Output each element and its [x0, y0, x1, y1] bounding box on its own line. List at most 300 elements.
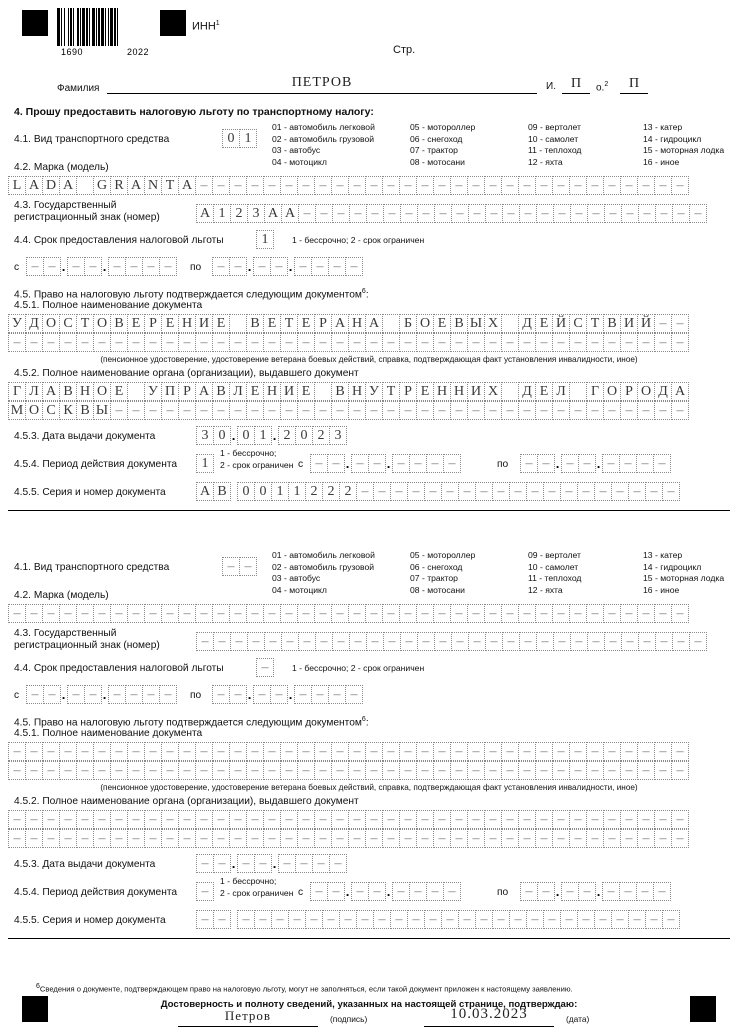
form-cell[interactable]: – — [348, 176, 366, 195]
form-cell[interactable]: – — [621, 632, 639, 651]
form-cell[interactable]: – — [161, 742, 179, 761]
form-cell[interactable]: – — [655, 204, 673, 223]
form-cell[interactable]: 2 — [230, 204, 248, 223]
form-cell[interactable]: – — [298, 632, 316, 651]
form-cell[interactable]: – — [368, 454, 386, 473]
form-cell[interactable]: Р — [314, 314, 332, 333]
form-cell[interactable]: 0 — [295, 426, 313, 445]
form-cell[interactable]: – — [586, 333, 604, 352]
form-cell[interactable]: – — [195, 176, 213, 195]
form-cell[interactable]: – — [594, 482, 612, 501]
form-cell[interactable]: – — [689, 204, 707, 223]
form-cell[interactable]: – — [25, 742, 43, 761]
form-cell[interactable]: – — [586, 176, 604, 195]
form-cell[interactable]: – — [407, 482, 425, 501]
form-cell[interactable]: – — [348, 604, 366, 623]
form-cell[interactable]: – — [331, 829, 349, 848]
form-cell[interactable]: – — [229, 257, 247, 276]
form-cell[interactable]: – — [229, 810, 247, 829]
form-cell[interactable] — [314, 382, 332, 401]
form-cell[interactable]: – — [654, 604, 672, 623]
form-cell[interactable]: – — [399, 810, 417, 829]
form-cell[interactable]: – — [8, 333, 26, 352]
form-cell[interactable] — [127, 382, 145, 401]
form-cell[interactable]: А — [196, 482, 214, 501]
form-cell[interactable]: – — [25, 810, 43, 829]
form-cell[interactable]: – — [229, 685, 247, 704]
form-cell[interactable]: – — [409, 454, 427, 473]
form-cell[interactable]: – — [586, 761, 604, 780]
form-cell[interactable]: Б — [399, 314, 417, 333]
form-cell[interactable]: – — [434, 204, 452, 223]
form-cell[interactable]: – — [351, 454, 369, 473]
form-cell[interactable]: – — [125, 257, 143, 276]
form-cell[interactable]: – — [620, 176, 638, 195]
form-cell[interactable]: – — [433, 829, 451, 848]
form-cell[interactable]: – — [518, 176, 536, 195]
form-cell[interactable]: – — [365, 401, 383, 420]
form-cell[interactable]: – — [518, 333, 536, 352]
form-cell[interactable]: – — [8, 742, 26, 761]
form-cell[interactable]: – — [569, 401, 587, 420]
form-cell[interactable]: – — [501, 810, 519, 829]
form-cell[interactable] — [501, 314, 519, 333]
form-cell[interactable]: – — [345, 685, 363, 704]
form-cell[interactable]: – — [125, 685, 143, 704]
form-cell[interactable]: К — [59, 401, 77, 420]
form-cell[interactable]: – — [637, 829, 655, 848]
form-cell[interactable]: – — [433, 742, 451, 761]
form-cell[interactable]: – — [450, 742, 468, 761]
form-cell[interactable]: – — [501, 401, 519, 420]
form-cell[interactable]: Т — [280, 314, 298, 333]
form-cell[interactable]: И — [467, 382, 485, 401]
form-cell[interactable]: – — [399, 761, 417, 780]
form-cell[interactable]: – — [611, 910, 629, 929]
form-cell[interactable]: – — [365, 742, 383, 761]
form-cell[interactable]: – — [569, 742, 587, 761]
form-cell[interactable]: – — [331, 604, 349, 623]
form-cell[interactable]: – — [178, 829, 196, 848]
form-cell[interactable]: – — [603, 401, 621, 420]
form-cell[interactable]: – — [399, 176, 417, 195]
form-cell[interactable]: – — [671, 401, 689, 420]
form-cell[interactable]: – — [653, 454, 671, 473]
form-cell[interactable]: Е — [161, 314, 179, 333]
form-cell[interactable]: – — [314, 604, 332, 623]
form-cell[interactable]: Е — [416, 382, 434, 401]
form-cell[interactable]: – — [655, 632, 673, 651]
form-cell[interactable]: – — [229, 604, 247, 623]
form-cell[interactable]: – — [603, 604, 621, 623]
form-cell[interactable]: – — [246, 829, 264, 848]
form-cell[interactable]: – — [212, 810, 230, 829]
form-cell[interactable]: – — [59, 742, 77, 761]
form-cell[interactable]: – — [254, 910, 272, 929]
form-cell[interactable]: – — [535, 401, 553, 420]
form-cell[interactable]: – — [59, 604, 77, 623]
form-cell[interactable]: – — [280, 333, 298, 352]
form-cell[interactable]: – — [108, 257, 126, 276]
form-cell[interactable]: И — [280, 382, 298, 401]
form-cell[interactable]: 3 — [196, 426, 214, 445]
form-cell[interactable]: – — [331, 761, 349, 780]
form-cell[interactable]: – — [628, 482, 646, 501]
form-cell[interactable]: – — [264, 632, 282, 651]
initial-second-value[interactable]: П — [628, 76, 640, 91]
form-cell[interactable]: – — [349, 632, 367, 651]
form-cell[interactable]: – — [246, 810, 264, 829]
form-cell[interactable]: – — [475, 482, 493, 501]
form-cell[interactable]: А — [42, 382, 60, 401]
form-cell[interactable]: – — [637, 176, 655, 195]
form-cell[interactable]: – — [315, 204, 333, 223]
form-cell[interactable]: – — [127, 810, 145, 829]
form-cell[interactable]: – — [356, 482, 374, 501]
doc-series-number-field[interactable] — [196, 482, 679, 501]
form-cell[interactable]: – — [543, 482, 561, 501]
form-cell[interactable]: А — [264, 204, 282, 223]
form-cell[interactable]: – — [416, 333, 434, 352]
form-cell[interactable]: – — [485, 632, 503, 651]
form-cell[interactable]: О — [93, 314, 111, 333]
form-cell[interactable]: – — [450, 333, 468, 352]
form-cell[interactable]: – — [433, 810, 451, 829]
form-cell[interactable]: – — [621, 204, 639, 223]
form-cell[interactable]: – — [433, 761, 451, 780]
form-cell[interactable]: В — [213, 482, 231, 501]
form-cell[interactable]: – — [297, 604, 315, 623]
form-cell[interactable]: А — [281, 204, 299, 223]
form-cell[interactable]: – — [195, 761, 213, 780]
form-cell[interactable]: – — [246, 333, 264, 352]
form-cell[interactable]: – — [93, 333, 111, 352]
form-cell[interactable]: – — [365, 810, 383, 829]
form-cell[interactable]: – — [365, 761, 383, 780]
form-cell[interactable]: – — [416, 829, 434, 848]
form-cell[interactable]: 2 — [305, 482, 323, 501]
form-cell[interactable]: – — [229, 333, 247, 352]
form-cell[interactable]: – — [195, 333, 213, 352]
form-cell[interactable]: – — [426, 882, 444, 901]
form-cell[interactable]: – — [230, 632, 248, 651]
form-cell[interactable]: – — [76, 810, 94, 829]
form-cell[interactable]: – — [672, 204, 690, 223]
doc-period-from-field[interactable] — [310, 882, 460, 901]
form-cell[interactable]: – — [535, 333, 553, 352]
form-cell[interactable]: – — [535, 742, 553, 761]
form-cell[interactable]: – — [569, 604, 587, 623]
form-cell[interactable]: – — [383, 632, 401, 651]
form-cell[interactable]: Е — [433, 314, 451, 333]
form-cell[interactable]: – — [552, 810, 570, 829]
form-cell[interactable]: – — [426, 454, 444, 473]
form-cell[interactable]: – — [212, 604, 230, 623]
form-cell[interactable]: – — [518, 401, 536, 420]
form-cell[interactable]: – — [586, 742, 604, 761]
form-cell[interactable]: – — [315, 632, 333, 651]
form-cell[interactable]: – — [25, 761, 43, 780]
form-cell[interactable]: Н — [433, 382, 451, 401]
form-cell[interactable]: Н — [76, 382, 94, 401]
form-cell[interactable]: – — [441, 482, 459, 501]
form-cell[interactable]: – — [110, 742, 128, 761]
form-cell[interactable]: – — [586, 810, 604, 829]
form-cell[interactable]: – — [314, 176, 332, 195]
form-cell[interactable]: – — [76, 604, 94, 623]
form-cell[interactable]: – — [671, 314, 689, 333]
form-cell[interactable]: 0 — [237, 482, 255, 501]
form-cell[interactable]: – — [212, 742, 230, 761]
form-cell[interactable]: Й — [637, 314, 655, 333]
form-cell[interactable]: – — [603, 761, 621, 780]
form-cell[interactable]: – — [654, 810, 672, 829]
form-cell[interactable]: – — [392, 454, 410, 473]
form-cell[interactable]: – — [424, 482, 442, 501]
form-cell[interactable]: – — [229, 761, 247, 780]
form-cell[interactable]: 2 — [278, 426, 296, 445]
form-cell[interactable]: – — [570, 204, 588, 223]
form-cell[interactable]: – — [365, 176, 383, 195]
form-cell[interactable]: – — [161, 401, 179, 420]
form-cell[interactable]: – — [246, 761, 264, 780]
form-cell[interactable]: – — [382, 742, 400, 761]
form-cell[interactable]: – — [467, 604, 485, 623]
form-cell[interactable]: – — [212, 333, 230, 352]
doc-period-to-field[interactable] — [520, 454, 670, 473]
form-cell[interactable]: – — [382, 761, 400, 780]
form-cell[interactable]: – — [399, 401, 417, 420]
form-cell[interactable]: – — [689, 632, 707, 651]
form-cell[interactable]: – — [586, 829, 604, 848]
form-cell[interactable]: – — [501, 829, 519, 848]
form-cell[interactable]: 0 — [237, 426, 255, 445]
form-cell[interactable]: – — [654, 829, 672, 848]
form-cell[interactable]: – — [42, 333, 60, 352]
form-cell[interactable]: – — [110, 604, 128, 623]
form-cell[interactable]: М — [8, 401, 26, 420]
form-cell[interactable]: У — [8, 314, 26, 333]
form-cell[interactable]: – — [485, 204, 503, 223]
form-cell[interactable]: – — [467, 742, 485, 761]
form-cell[interactable]: – — [577, 910, 595, 929]
form-cell[interactable]: Е — [110, 382, 128, 401]
form-cell[interactable]: D — [42, 176, 60, 195]
term-to-field[interactable] — [212, 685, 362, 704]
form-cell[interactable]: – — [433, 176, 451, 195]
form-cell[interactable]: Д — [654, 382, 672, 401]
form-cell[interactable]: – — [637, 761, 655, 780]
form-cell[interactable]: – — [671, 604, 689, 623]
form-cell[interactable]: – — [328, 685, 346, 704]
form-cell[interactable]: – — [93, 742, 111, 761]
form-cell[interactable]: Н — [178, 314, 196, 333]
form-cell[interactable]: – — [351, 882, 369, 901]
form-cell[interactable]: И — [620, 314, 638, 333]
form-cell[interactable]: – — [620, 829, 638, 848]
form-cell[interactable]: – — [654, 333, 672, 352]
form-cell[interactable]: Г — [586, 382, 604, 401]
form-cell[interactable]: – — [382, 176, 400, 195]
form-cell[interactable]: A — [127, 176, 145, 195]
form-cell[interactable]: – — [253, 685, 271, 704]
form-cell[interactable]: – — [314, 333, 332, 352]
form-cell[interactable]: – — [305, 910, 323, 929]
form-cell[interactable]: – — [382, 810, 400, 829]
form-cell[interactable]: – — [297, 333, 315, 352]
term-to-field[interactable] — [212, 257, 362, 276]
form-cell[interactable]: – — [212, 401, 230, 420]
form-cell[interactable]: – — [467, 761, 485, 780]
form-cell[interactable]: С — [59, 314, 77, 333]
form-cell[interactable]: – — [416, 810, 434, 829]
form-cell[interactable]: – — [443, 882, 461, 901]
form-cell[interactable]: – — [365, 604, 383, 623]
form-cell[interactable]: – — [196, 910, 214, 929]
form-cell[interactable]: – — [142, 685, 160, 704]
form-cell[interactable]: – — [451, 204, 469, 223]
form-cell[interactable]: – — [671, 761, 689, 780]
form-cell[interactable]: – — [399, 742, 417, 761]
form-cell[interactable]: – — [518, 829, 536, 848]
form-cell[interactable]: – — [501, 333, 519, 352]
form-cell[interactable]: – — [382, 604, 400, 623]
form-cell[interactable]: – — [263, 333, 281, 352]
form-cell[interactable]: – — [638, 632, 656, 651]
form-cell[interactable]: – — [441, 910, 459, 929]
form-cell[interactable]: – — [619, 454, 637, 473]
form-cell[interactable]: – — [536, 204, 554, 223]
form-cell[interactable]: – — [348, 829, 366, 848]
form-cell[interactable]: В — [212, 382, 230, 401]
form-cell[interactable]: – — [552, 401, 570, 420]
form-cell[interactable]: – — [560, 482, 578, 501]
form-cell[interactable]: – — [110, 333, 128, 352]
form-cell[interactable]: – — [127, 761, 145, 780]
form-cell[interactable]: – — [348, 761, 366, 780]
form-cell[interactable]: – — [67, 685, 85, 704]
form-cell[interactable]: – — [620, 401, 638, 420]
form-cell[interactable]: – — [392, 882, 410, 901]
form-cell[interactable]: – — [654, 314, 672, 333]
form-cell[interactable]: 2 — [339, 482, 357, 501]
form-cell[interactable]: – — [159, 257, 177, 276]
form-cell[interactable]: – — [450, 176, 468, 195]
form-cell[interactable]: – — [586, 604, 604, 623]
form-cell[interactable]: – — [399, 604, 417, 623]
form-cell[interactable]: – — [93, 829, 111, 848]
form-cell[interactable]: – — [519, 204, 537, 223]
form-cell[interactable]: Д — [518, 382, 536, 401]
form-cell[interactable]: Т — [382, 382, 400, 401]
form-cell[interactable]: – — [161, 829, 179, 848]
form-cell[interactable] — [382, 314, 400, 333]
form-cell[interactable]: – — [620, 761, 638, 780]
form-cell[interactable]: – — [569, 810, 587, 829]
form-cell[interactable]: – — [212, 829, 230, 848]
form-cell[interactable]: – — [390, 910, 408, 929]
form-cell[interactable]: – — [349, 204, 367, 223]
form-cell[interactable]: – — [536, 632, 554, 651]
form-cell[interactable]: – — [654, 742, 672, 761]
form-cell[interactable]: И — [195, 314, 213, 333]
form-cell[interactable]: – — [645, 482, 663, 501]
form-cell[interactable]: – — [552, 742, 570, 761]
form-cell[interactable]: Е — [535, 382, 553, 401]
form-cell[interactable]: – — [327, 454, 345, 473]
form-cell[interactable]: – — [297, 810, 315, 829]
form-cell[interactable]: Н — [348, 314, 366, 333]
form-cell[interactable]: – — [484, 761, 502, 780]
form-cell[interactable]: – — [671, 742, 689, 761]
form-cell[interactable]: – — [537, 882, 555, 901]
form-cell[interactable]: – — [348, 333, 366, 352]
form-cell[interactable]: – — [637, 742, 655, 761]
form-cell[interactable]: – — [314, 829, 332, 848]
form-cell[interactable]: – — [645, 910, 663, 929]
form-cell[interactable]: У — [144, 382, 162, 401]
form-cell[interactable]: – — [602, 454, 620, 473]
form-cell[interactable]: – — [484, 401, 502, 420]
form-cell[interactable]: – — [271, 910, 289, 929]
form-cell[interactable]: – — [212, 761, 230, 780]
form-cell[interactable]: – — [270, 257, 288, 276]
form-cell[interactable]: – — [195, 810, 213, 829]
form-cell[interactable]: – — [67, 257, 85, 276]
form-cell[interactable]: А — [365, 314, 383, 333]
form-cell[interactable]: – — [468, 204, 486, 223]
form-cell[interactable]: – — [339, 910, 357, 929]
form-cell[interactable]: – — [161, 810, 179, 829]
form-cell[interactable]: – — [263, 742, 281, 761]
form-cell[interactable]: – — [450, 604, 468, 623]
form-cell[interactable]: – — [246, 176, 264, 195]
form-cell[interactable]: – — [263, 176, 281, 195]
form-cell[interactable]: T — [161, 176, 179, 195]
form-cell[interactable]: Е — [297, 382, 315, 401]
form-cell[interactable]: Р — [399, 382, 417, 401]
form-cell[interactable]: – — [620, 604, 638, 623]
form-cell[interactable]: – — [535, 829, 553, 848]
form-cell[interactable]: – — [253, 257, 271, 276]
form-cell[interactable]: – — [611, 482, 629, 501]
form-cell[interactable]: – — [280, 810, 298, 829]
form-cell[interactable]: – — [8, 761, 26, 780]
form-cell[interactable]: – — [254, 854, 272, 873]
form-cell[interactable]: – — [365, 333, 383, 352]
form-cell[interactable]: – — [484, 742, 502, 761]
form-cell[interactable]: – — [59, 810, 77, 829]
form-cell[interactable]: – — [578, 454, 596, 473]
form-cell[interactable]: – — [587, 632, 605, 651]
form-cell[interactable]: П — [161, 382, 179, 401]
form-cell[interactable]: – — [195, 604, 213, 623]
form-cell[interactable]: Е — [263, 314, 281, 333]
form-cell[interactable]: – — [407, 910, 425, 929]
form-cell[interactable]: – — [76, 333, 94, 352]
form-cell[interactable]: – — [178, 604, 196, 623]
form-cell[interactable]: – — [636, 882, 654, 901]
form-cell[interactable]: – — [348, 810, 366, 829]
form-cell[interactable]: – — [518, 761, 536, 780]
surname-value[interactable]: ПЕТРОВ — [291, 75, 353, 90]
form-cell[interactable]: – — [484, 176, 502, 195]
form-cell[interactable]: – — [42, 810, 60, 829]
form-cell[interactable]: – — [263, 829, 281, 848]
form-cell[interactable]: – — [314, 401, 332, 420]
form-cell[interactable]: – — [229, 829, 247, 848]
form-cell[interactable]: – — [569, 761, 587, 780]
